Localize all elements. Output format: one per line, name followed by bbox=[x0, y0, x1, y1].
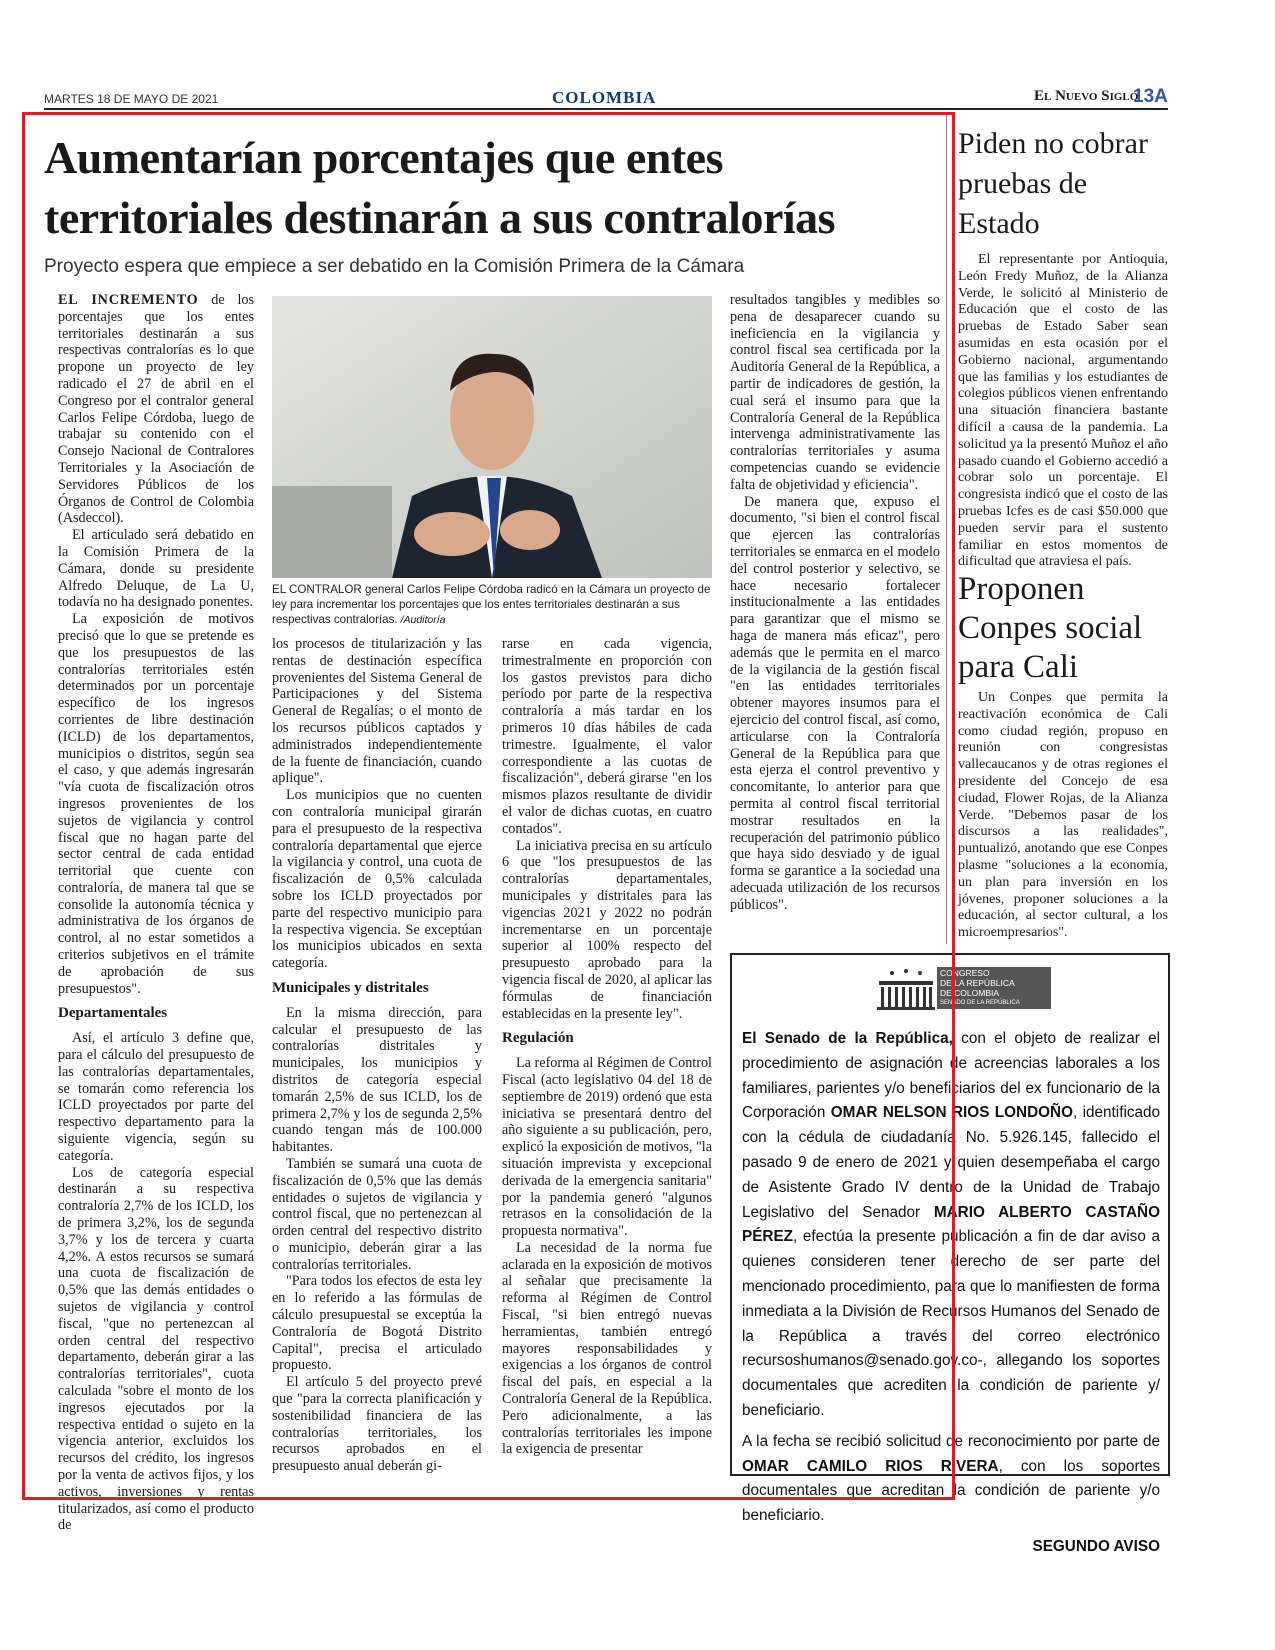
page-number: 13A bbox=[1133, 86, 1168, 107]
paragraph: La exposición de motivos precisó que lo que se pretende es que los presupuestos de las contralorías territoriales estén determinados por un porcentaje específico de los ingresos corrientes de libre destinación (ICLD) de los departamentos, municipios o distritos, según sea el caso, y que además ingresarán "vía cuota de fiscalización otros ingresos provenientes de los sujetos de vigilancia y control fiscal que no hagan parte del sector central de cada entidad territorial que cuente con contraloría, de manera tal que se consolide la autonomía técnica y administrativa de los órganos de control, al no estar sometidos a criterios subjetivos en el trámite de aprobación de sus presupuestos". bbox=[58, 611, 254, 997]
paragraph: "Para todos los efectos de esta ley en lo referido a las fórmulas de cálculo presupuestal se exceptúa la Contraloría de Bogotá Distrito Capital", precisa el articulado propuesto. bbox=[272, 1273, 482, 1374]
headline-line-2: territoriales destinarán a sus contralorías bbox=[44, 192, 836, 243]
notice-paragraph-2: A la fecha se recibió solicitud de reconocimiento por parte de OMAR CAMILO RIOS RIVERA, con los soportes documentales que acreditan la condición de pariente y/o beneficiario. bbox=[742, 1432, 1160, 1525]
paragraph: resultados tangibles y medibles so pena de desaparecer cuando su ineficiencia en la vigilancia y control fiscal sea certificada por la Auditoría General de la República, a partir de indicadores de gestión, la cual será el insumo para que la Contraloría General de la República intervenga administrativamente las contralorías territoriales y asuma competencias cuando se evidencie falta de objetividad y eficiencia". bbox=[730, 292, 940, 493]
headline-line-1: Aumentarían porcentajes que entes bbox=[44, 132, 723, 183]
notice-paragraph-1: El Senado de la República, con el objeto de realizar el procedimiento de asignación de acreencias laborales a los familiares, parientes y/o beneficiarios del ex funcionario de la Corporación OMAR NELSON RIOS LONDOÑO, identificado con la cédula de ciudadanía No. 5.926.145, fallecido el pasado 9 de enero de 2021 y quien desempeñaba el cargo de Asistente Grado IV dentro de la Unidad de Trabajo Legislativo del Senador MARIO ALBERTO CASTAÑO PÉREZ, efectúa la presente publicación a fin de dar aviso a quienes consideren tener derecho de ser parte del mencionado procedimiento, para que lo manifiesten de forma inmediata a la División de Recursos Humanos del Senado de la República a través del correo electrónico recursoshumanos@senado.gov.co-, allegando los soportes documentales que acrediten la condición de pariente y/ beneficiario. bbox=[742, 1030, 1161, 1419]
paragraph: La reforma al Régimen de Control Fiscal (acto legislativo 04 del 18 de septiembre de 2019) ordenó que esta iniciativa se presentará dentro del año siguiente a su publicación, pero, explicó la exposición de motivos, "la situación imprevista y excepcional derivada de la emergencia sanitaria" por la pandemia generó "algunos retrasos en la consolidación de la propuesta normativa". bbox=[502, 1055, 712, 1240]
paragraph: En la misma dirección, para calcular el presupuesto de las contralorías distritales y municipales, los municipios y distritos de categoría especial tomarán 2,5% de sus ICLD, los de primera 2,7% y los de segunda 2,5% cuando tengan más de 100.000 habitantes. bbox=[272, 1004, 482, 1156]
notice-footer: SEGUNDO AVISO bbox=[1032, 1537, 1160, 1555]
deck: Proyecto espera que empiece a ser debatido en la Comisión Primera de la Cámara bbox=[44, 256, 745, 277]
paragraph: rarse en cada vigencia, trimestralmente en proporción con los gastos previstos para dicho período por parte de la respectiva contraloría a más tardar en los primeros 10 días hábiles de cada trimestre. Igualmente, el valor correspondiente a las cuotas de fiscalización", deberá girarse "en los mismos plazos resultante de dividir el valor de dichas cuotas, en cuatro contados". bbox=[502, 636, 712, 837]
paragraph: Los municipios que no cuenten con contraloría municipal girarán para el presupuesto de la respectiva contraloría departamental que ejerce la vigilancia y control, una cuota de fiscalización de 0,5% calculada sobre los ICLD proyectados por parte del respectivo municipio para la respectiva vigencia. Se exceptúan los municipios ubicados en sexta categoría. bbox=[272, 787, 482, 972]
subhead-municipales: Municipales y distritales bbox=[272, 979, 429, 996]
sidebar-2-title: Proponen Conpes social para Cali bbox=[958, 571, 1143, 685]
paragraph: EL INCREMENTO de los porcentajes que los entes territoriales destinarán a sus respectivas contralorías es lo que propone un proyecto de ley radicado el 27 de abril en el Congreso por el contralor general Carlos Felipe Córdoba, luego de trabajar su contenido con el Consejo Nacional de Contralores Territoriales y la Asociación de Servidores Públicos de los Órganos de Control de Colombia (Asdeccol). bbox=[58, 292, 254, 527]
highlight-box bbox=[22, 112, 955, 1500]
photo-caption: EL CONTRALOR general Carlos Felipe Córdoba radicó en la Cámara un proyecto de ley para incrementar los porcentajes que los entes territoriales destinarán a sus respectivas contralorías. /Auditoría bbox=[272, 583, 711, 626]
senate-logo-text: CONGRESO DE LA REPÚBLICA DE COLOMBIA SENADO DE LA REPÚBLICA bbox=[937, 967, 1051, 1009]
paragraph: También se sumará una cuota de fiscalización de 0,5% que las demás entidades o sujetos de vigilancia y control fiscal, que no pertenezcan al orden central del respectivo distrito o municipio, deberán girar a las contralorías territoriales. bbox=[272, 1155, 482, 1273]
photo-credit: /Auditoría bbox=[397, 614, 446, 626]
paragraph: los procesos de titularización y las rentas de destinación específica provenientes del Sistema General de Participaciones y del Sistema General de Regalías; o el monto de los recursos públicos captados y administrados independientemente de la fuente de financiación, cuando aplique". bbox=[272, 636, 482, 787]
paragraph: El artículo 5 del proyecto prevé que "para la correcta planificación y sostenibilidad financiera de las contralorías territoriales, los recursos aprobados en el presupuesto anual deberán gi- bbox=[272, 1374, 482, 1475]
sidebar-1-body: El representante por Antioquia, León Fredy Muñoz, de la Alianza Verde, le solicitó al Ministerio de Educación que el costo de las pruebas de Estado Saber sean asumidas en esta ocasión por el Gobierno nacional, argumentando que las familias y los estudiantes de colegios públicos vienen enfrentando una situación financiera bastante difícil a causa de la pandemia. La solicitud ya la presentó Muñoz el año pasado cuando el Gobierno accedió a cobrar solo un porcentaje. El congresista indicó que el costo de las pruebas Icfes es de casi $50.000 que pueden servir para el sustento familiar en estos momentos de dificultad que atraviesa el país. bbox=[958, 252, 1168, 570]
issue-date: MARTES 18 DE MAYO DE 2021 bbox=[44, 92, 219, 106]
paragraph: La iniciativa precisa en su artículo 6 que "los presupuestos de las contralorías departamentales, municipales y distritales para las vigencias 2021 y 2022 no podrán incrementarse en un porcentaje superior al 100% respecto del presupuesto aprobado para la vigencia fiscal de 2020, al aplicar las fórmulas de financiación establecidas en la presente ley". bbox=[502, 837, 712, 1022]
sidebar-2-body: Un Conpes que permita la reactivación económica de Cali como ciudad región, propuso en reunión con congresistas vallecaucanos y de otras regiones el presidente del Concejo de esa ciudad, Flower Rojas, de la Alianza Verde. "Debemos pasar de los discursos a las realidades", puntualizó, anotando que ese Conpes plasme "soluciones a la economía, un plan para inversión en los jóvenes, proponer soluciones a la educación, al sector cultural, a los microempresarios". bbox=[958, 690, 1168, 941]
subhead-departamentales: Departamentales bbox=[58, 1005, 168, 1022]
paragraph: La necesidad de la norma fue aclarada en la exposición de motivos al señalar que precisamente la reforma al Régimen de Control Fiscal, "si bien entregó nuevas herramientas, también entregó mayores responsabilidades y exigencias a los órganos de control fiscal del país, en especial a la Contraloría General de la República. Pero adicionalmente, a las contralorías territoriales les impone la exigencia de presentar bbox=[502, 1239, 712, 1458]
paragraph: Los de categoría especial destinarán a su respectiva contraloría 2,7% de los ICLD, los de primera 3,2%, los de segunda 3,7% y los de tercera y cuarta 4,2%. A estos recursos se sumará una cuota de fiscalización de 0,5% que las demás entidades o sujetos de vigilancia y control fiscal, "que no pertenezcan al orden central del respectivo departamento, deberán girar a las contralorías territoriales", cuota calculada "sobre el monto de los ingresos ejecutados por la respectiva entidad o sujeto en la vigencia anterior, excluidos los recursos del crédito, los ingresos por la venta de activos fijos, y los activos, inversiones y rentas titularizados, así como el producto de bbox=[58, 1164, 254, 1534]
paragraph: De manera que, expuso el documento, "si bien el control fiscal que ejercen las contralorías territoriales se enmarca en el modelo del control posterior y selectivo, se hace necesario fortalecer institucionalmente a las entidades para garantizar que el mismo se haga de manera más eficaz", pero además que le permita en el marco de la vigilancia de la gestión fiscal "en las entidades territoriales obtener mayores insumos para el ejercicio del control fiscal, así como, articularse con la Contraloría General de la República para que esta ejerza el control preventivo y concomitante, lo anterior para que permita al control fiscal territorial mostrar resultados en la recuperación del patrimonio público que haya sido desviado y de igual forma se garantice a la sociedad una adecuada utilización de los recursos públicos". bbox=[730, 493, 940, 913]
newspaper-name: El Nuevo Siglo bbox=[1034, 88, 1139, 104]
section-name: COLOMBIA bbox=[552, 88, 657, 107]
sidebar-1-title: Piden no cobrar pruebas de Estado bbox=[958, 127, 1148, 240]
lead-word: EL INCREMENTO bbox=[58, 292, 199, 308]
paragraph: El articulado será debatido en la Comisión Primera de la Cámara, donde su presidente Alfredo Deluque, de La U, todavía no ha designado ponentes. bbox=[58, 527, 254, 611]
header-rule bbox=[44, 108, 1168, 110]
subhead-regulacion: Regulación bbox=[502, 1030, 574, 1047]
paragraph: Así, el artículo 3 define que, para el cálculo del presupuesto de las contralorías departamentales, se tomarán como referencia los ICLD proyectados por parte del respectivo departamento para la siguiente vigencia, según su categoría. bbox=[58, 1030, 254, 1164]
